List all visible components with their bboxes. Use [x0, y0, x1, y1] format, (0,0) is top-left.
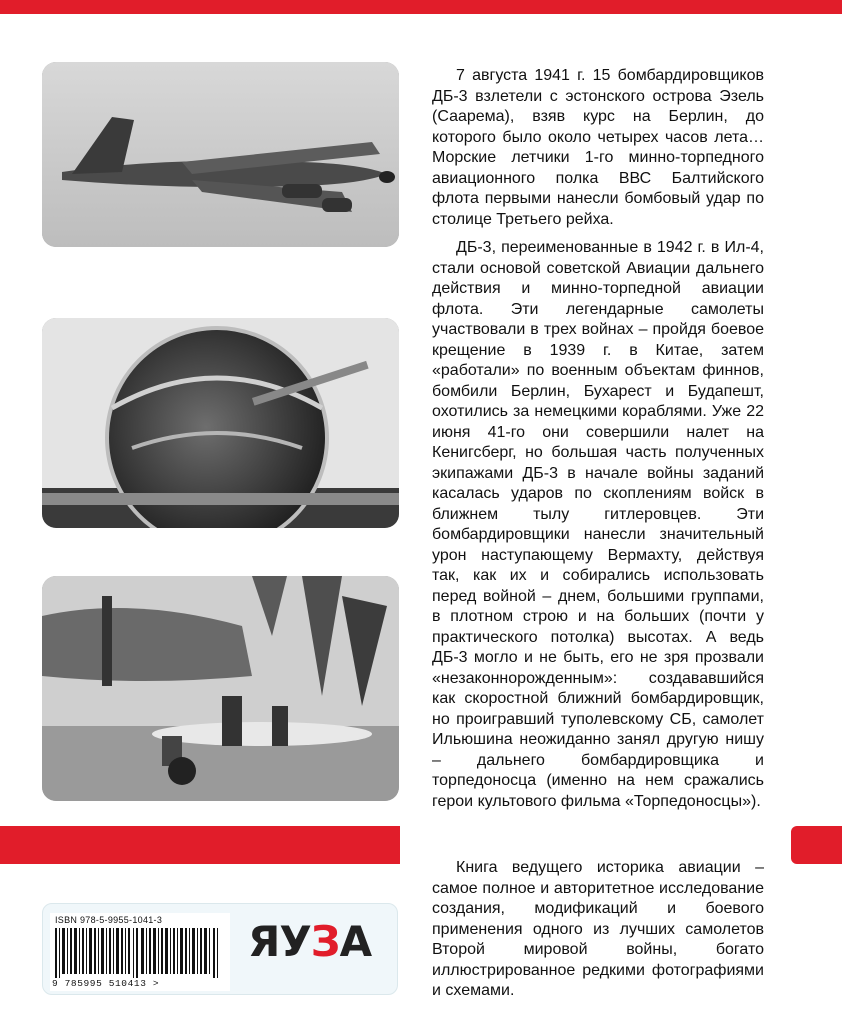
- intro-paragraph: 7 августа 1941 г. 15 бомбардировщиков ДБ-3 взлетели с эстонского острова Эзель (Саарема), взяв курс на Берлин, до которого было около четырех часов лета… Морские летчики 1-го минно-торпедного авиационного полка ВВС Балтийского флота первыми нанесли бомбовый удар по столице Третьего рейха.: [432, 67, 764, 228]
- isbn-number: ISBN 978-5-9955-1041-3: [55, 915, 163, 925]
- publisher-logo-left: ЯУ: [248, 917, 311, 966]
- photo-db3-in-flight: [42, 62, 399, 247]
- red-band-right: [791, 826, 842, 864]
- history-paragraph: ДБ-3, переименованные в 1942 г. в Ил-4, стали основой советской Авиации дальнего действия и минно-торпедной авиации флота. Эти легендарные самолеты участвовали в трех войнах – пройдя боевое крещение в 1939 г. в Китае, затем «работали» по военным объектам финнов, бомбили Берлин, Бухарест и Будапешт, охотились за немецкими кораблями. Уже 22 июня 41-го они совершили налет на Кенигсберг, но большая часть полученных экипажами ДБ-3 в начале войны заданий касалась ударов по скоплениям войск в ближнем тылу гитлеровцев. Эти бомбардировщики нанесли значительный урон наступающему Вермахту, действуя так, как их и собирались использовать перед войной – днем, большими группами, в плотном строю и на больших (почти у практического потолка) высотах. А ведь ДБ-3 могло и не быть, его не зря прозвали «незаконнорожденным»: создававшийся как скоростной ближний бомбардировщик, но проигравший туполевскому СБ, самолет Ильюшина неожиданно занял другую нишу – дальнего бомбардировщика и торпедоносца (именно на нем сражались герои культового фильма «Торпедоносцы»).: [432, 239, 764, 810]
- history-paragraph-wrapper: [432, 238, 764, 822]
- barcode-digits: 9 785995 510413 >: [52, 978, 160, 989]
- publisher-logo: [248, 917, 371, 966]
- intro-paragraph-wrapper: [432, 66, 764, 240]
- photo-torpedo-loading: [42, 576, 399, 801]
- top-red-stripe: [0, 0, 842, 14]
- book-summary-wrapper: [432, 858, 764, 1012]
- photo-gun-turret: [42, 318, 399, 528]
- barcode-bars: [55, 928, 225, 978]
- book-summary-paragraph: Книга ведущего историка авиации – самое полное и авторитетное исследование создания, модификаций и боевого применения одного из лучших самолетов Второй мировой войны, богато иллюстрированное редкими фотографиями и схемами.: [432, 859, 764, 999]
- publisher-logo-right: А: [339, 917, 372, 966]
- red-band-left: [0, 826, 400, 864]
- publisher-logo-mid: З: [310, 917, 340, 966]
